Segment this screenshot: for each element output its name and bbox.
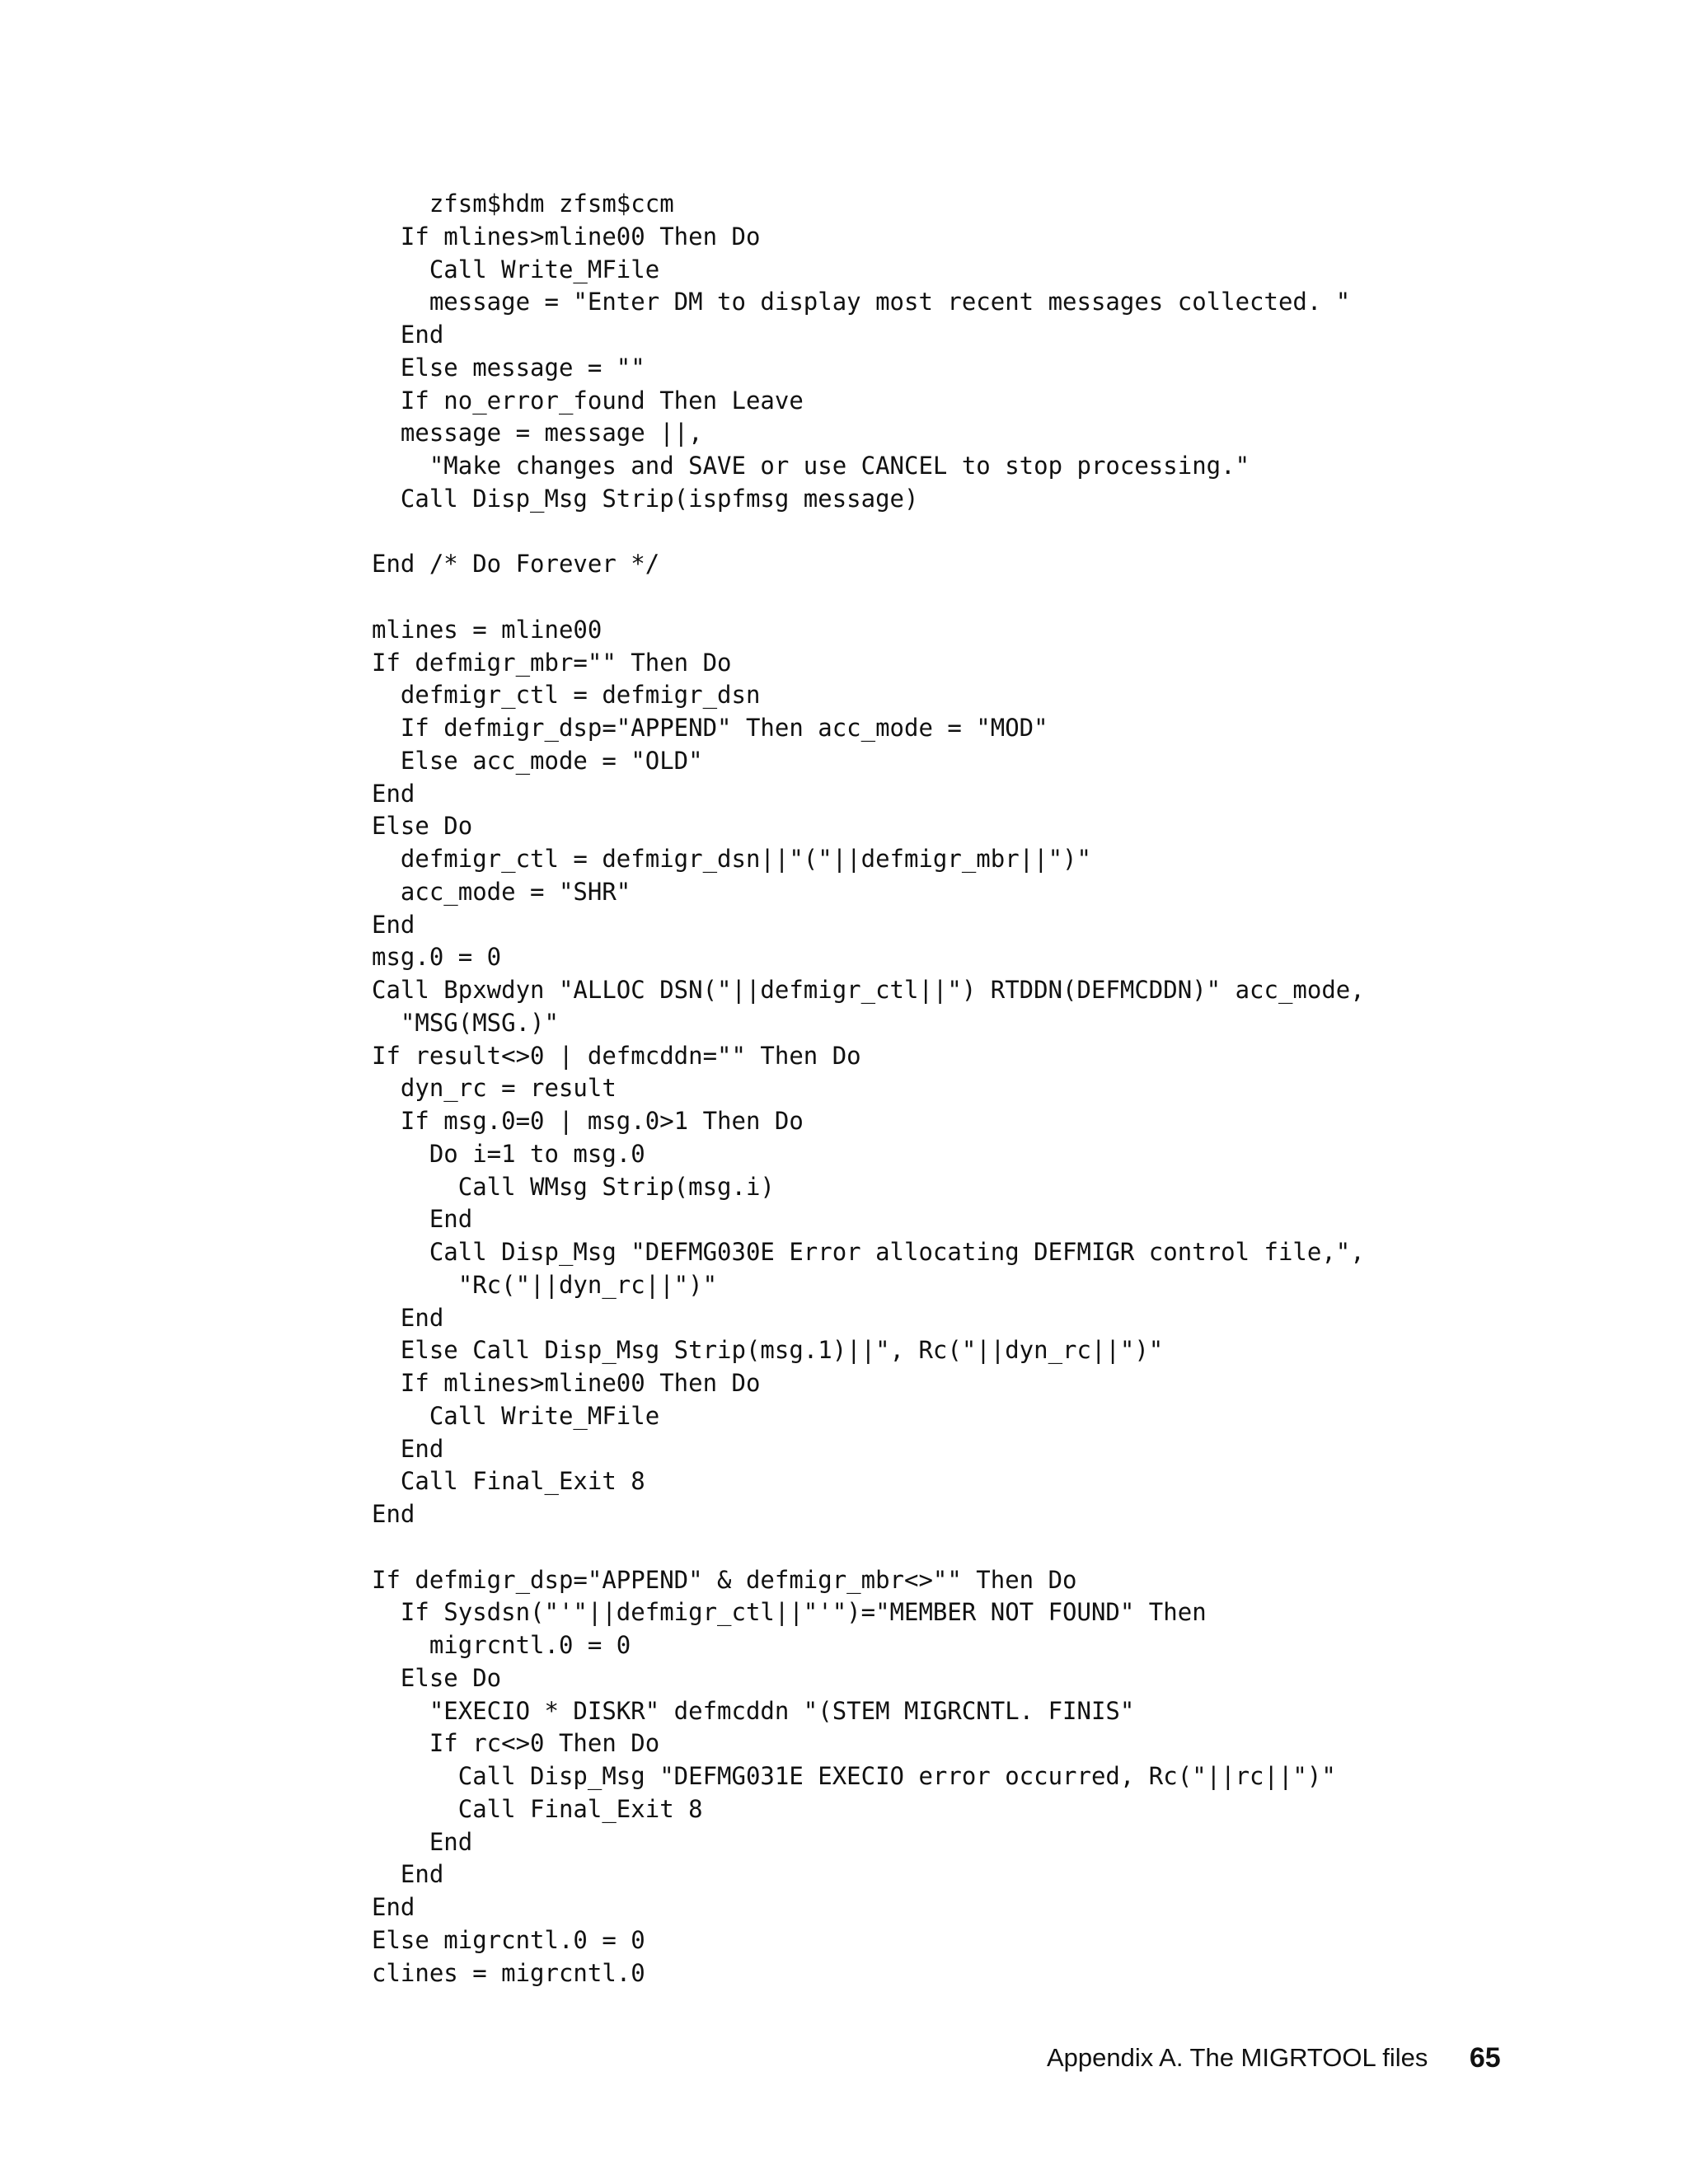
code-line: End (372, 1893, 415, 1921)
code-line: Call Write_MFile (372, 255, 660, 284)
code-line: Call Final_Exit 8 (372, 1794, 703, 1823)
code-line: End (372, 321, 444, 349)
code-line: defmigr_ctl = defmigr_dsn (372, 681, 761, 710)
code-line: If defmigr_dsp="APPEND" Then acc_mode = "MOD" (372, 714, 1048, 742)
code-line (372, 1531, 1658, 1564)
code-line: End (372, 1500, 415, 1528)
code-line: migrcntl.0 = 0 (372, 1631, 631, 1659)
code-line: End (372, 910, 415, 939)
code-line: Else message = "" (372, 353, 645, 382)
code-line: msg.0 = 0 (372, 943, 502, 972)
code-line: End (372, 1205, 473, 1234)
code-line: If rc<>0 Then Do (372, 1729, 660, 1758)
code-line: Call Disp_Msg Strip(ispfmsg message) (372, 484, 919, 513)
code-line: Call Final_Exit 8 (372, 1467, 645, 1496)
code-line: End /* Do Forever */ (372, 550, 660, 579)
code-line: End (372, 1303, 444, 1332)
code-line: "MSG(MSG.)" (372, 1008, 559, 1037)
code-line: Call Write_MFile (372, 1401, 660, 1430)
code-line: Else Do (372, 1663, 502, 1692)
code-line: acc_mode = "SHR" (372, 877, 631, 906)
code-line: zfsm$hdm zfsm$ccm (372, 190, 674, 218)
code-line: End (372, 779, 415, 808)
code-line: Call Disp_Msg "DEFMG030E Error allocating DEFMIGR control file,", (372, 1238, 1365, 1266)
code-listing (372, 188, 1658, 1990)
code-line: dyn_rc = result (372, 1074, 617, 1103)
code-line: message = message ||, (372, 419, 703, 448)
page-footer (1047, 2039, 1582, 2077)
code-line: If result<>0 | defmcddn="" Then Do (372, 1041, 861, 1070)
code-line: Else Do (372, 812, 473, 841)
code-line: End (372, 1827, 473, 1856)
code-line: Call Disp_Msg "DEFMG031E EXECIO error occurred, Rc("||rc||")" (372, 1762, 1336, 1790)
code-line: End (372, 1860, 444, 1889)
code-line: End (372, 1434, 444, 1463)
code-line: "EXECIO * DISKR" defmcddn "(STEM MIGRCNTL. FINIS" (372, 1696, 1135, 1725)
footer-title: Appendix A. The MIGRTOOL files (1047, 2043, 1428, 2072)
code-line: defmigr_ctl = defmigr_dsn||"("||defmigr_mbr||")" (372, 845, 1091, 873)
code-line: Do i=1 to msg.0 (372, 1139, 645, 1168)
code-line: Call WMsg Strip(msg.i) (372, 1172, 775, 1201)
code-line: "Rc("||dyn_rc||")" (372, 1270, 718, 1299)
code-line: If msg.0=0 | msg.0>1 Then Do (372, 1107, 804, 1135)
code-line: message = "Enter DM to display most recent messages collected. " (372, 288, 1351, 316)
code-line: Else migrcntl.0 = 0 (372, 1925, 645, 1954)
code-line: If defmigr_dsp="APPEND" & defmigr_mbr<>"" Then Do (372, 1565, 1077, 1594)
code-line: Else Call Disp_Msg Strip(msg.1)||", Rc("||dyn_rc||")" (372, 1336, 1164, 1365)
code-line: If mlines>mline00 Then Do (372, 222, 761, 251)
code-line: Else acc_mode = "OLD" (372, 746, 703, 775)
code-line: If Sysdsn("'"||defmigr_ctl||"'")="MEMBER NOT FOUND" Then (372, 1598, 1207, 1627)
code-line: clines = migrcntl.0 (372, 1958, 645, 1987)
code-line: "Make changes and SAVE or use CANCEL to stop processing." (372, 452, 1250, 480)
code-line: Call Bpxwdyn "ALLOC DSN("||defmigr_ctl||") RTDDN(DEFMCDDN)" acc_mode, (372, 976, 1365, 1004)
code-line (372, 516, 1658, 549)
page-number: 65 (1469, 2042, 1501, 2074)
code-line: If defmigr_mbr="" Then Do (372, 648, 732, 677)
code-line (372, 581, 1658, 614)
code-line: mlines = mline00 (372, 615, 603, 644)
code-line: If mlines>mline00 Then Do (372, 1369, 761, 1397)
code-line: If no_error_found Then Leave (372, 386, 804, 415)
